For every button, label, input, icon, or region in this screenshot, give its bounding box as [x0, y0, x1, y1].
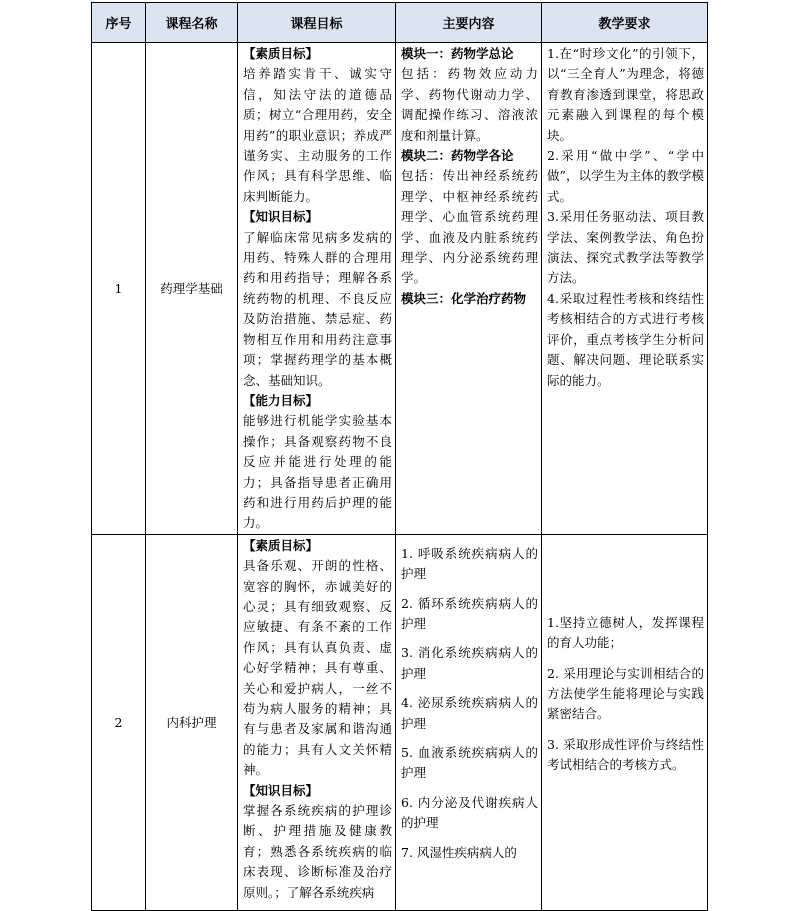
header-main-content: 主要内容	[396, 3, 542, 43]
content-item: 2. 循环系统疾病病人的护理	[401, 595, 538, 631]
goal-heading-ability: 【能力目标】	[243, 392, 319, 408]
goal-heading-knowledge: 【知识目标】	[243, 209, 319, 225]
req-item: 3.采用任务驱动法、项目教学法、案例教学法、角色扮演法、探究式教学法等教学方法。	[547, 209, 704, 286]
main-content-cell	[396, 534, 542, 910]
module-title: 模块二：药物学各论	[401, 148, 514, 164]
course-goal-cell	[238, 534, 396, 910]
req-item: 1.坚持立德树人，发挥课程的育人功能；	[547, 614, 704, 651]
req-item: 1.在“时珍文化”的引领下，以“三全育人”为理念，将德育教育渗透到课堂，将思政元素融入到课程的每个模块。	[547, 46, 704, 143]
teaching-req-cell	[542, 534, 708, 910]
row-course-name: 药理学基础	[146, 43, 238, 535]
module-title: 模块一：药物学总论	[401, 46, 514, 61]
goal-heading-quality: 【素质目标】	[243, 46, 319, 61]
teaching-req-cell	[542, 43, 708, 535]
header-seq: 序号	[92, 3, 146, 43]
module-text: 包括：药物效应动力学、药物代谢动力学、调配操作练习、溶液浓度和剂量计算。	[401, 66, 538, 143]
content-item: 6. 内分泌及代谢疾病人的护理	[401, 794, 538, 831]
table-row	[92, 534, 708, 910]
course-table	[91, 2, 708, 911]
content-item: 5. 血液系统疾病病人的护理	[401, 745, 538, 781]
goal-heading-knowledge: 【知识目标】	[243, 782, 319, 798]
course-goal-cell	[238, 43, 396, 535]
goal-text-knowledge: 掌握各系统疾病的护理诊断、护理措施及健康教育；熟悉各系统疾病的临床表现、诊断标准及治疗原则。；了解各系统疾病	[243, 803, 392, 900]
req-item: 3. 采取形成性评价与终结性考试相结合的考核方式。	[547, 736, 704, 773]
header-course-goal: 课程目标	[238, 3, 396, 43]
row-seq: 1	[92, 43, 146, 535]
content-item: 4. 泌尿系统疾病病人的护理	[401, 695, 538, 731]
header-course-name: 课程名称	[146, 3, 238, 43]
goal-text-quality: 具备乐观、开朗的性格、宽容的胸怀，赤诚美好的心灵；具有细致观察、反应敏捷、有条不紊的工作作风；具有认真负责、虚心好学精神；具有尊重、关心和爱护病人，一丝不苟为病人服务的精神；具有与患者及家属和谐沟通的能力；具有人文关怀精神。	[243, 558, 392, 778]
row-course-name: 内科护理	[146, 534, 238, 910]
req-item: 4.采取过程性考核和终结性考核相结合的方式进行考核评价，重点考核学生分析问题、解决问题、理论联系实际的能力。	[547, 290, 704, 388]
goal-text-knowledge: 了解临床常见病多发病的用药、特殊人群的合理用药和用药指导；理解各系统药物的机理、不良反应及防治措施、禁忌症、药物相互作用和用药注意事项；掌握药理学的基本概念、基础知识。	[243, 229, 392, 388]
goal-text-quality: 培养踏实肯干、诚实守信，知法守法的道德品质；树立“合理用药，安全用药”的职业意识；养成严谨务实、主动服务的工作作风；具有科学思维、临床判断能力。	[243, 66, 392, 204]
table-header-row	[92, 3, 708, 43]
module-title: 模块三：化学治疗药物	[401, 290, 527, 306]
content-item: 1. 呼吸系统疾病病人的护理	[401, 545, 538, 582]
goal-text-ability: 能够进行机能学实验基本操作；具备观察药物不良反应并能进行处理的能力；具备指导患者正确用药和进行用药后护理的能力。	[243, 413, 392, 531]
main-content-cell	[396, 43, 542, 535]
content-item: 7. 风湿性疾病病人的	[401, 844, 517, 860]
table-row	[92, 43, 708, 535]
goal-heading-quality: 【素质目标】	[243, 537, 319, 553]
header-teaching-req: 教学要求	[542, 3, 708, 43]
module-text: 包括：传出神经系统药理学、中枢神经系统药理学、心血管系统药理学、血液及内脏系统药理学、内分泌系统药理学。	[401, 168, 538, 286]
req-item: 2. 采用理论与实训相结合的方法使学生能将理论与实践紧密结合。	[547, 665, 704, 722]
row-seq: 2	[92, 534, 146, 910]
content-item: 3. 消化系统疾病病人的护理	[401, 645, 538, 681]
req-item: 2.采用“做中学”、“学中做”，以学生为主体的教学模式。	[547, 148, 704, 204]
